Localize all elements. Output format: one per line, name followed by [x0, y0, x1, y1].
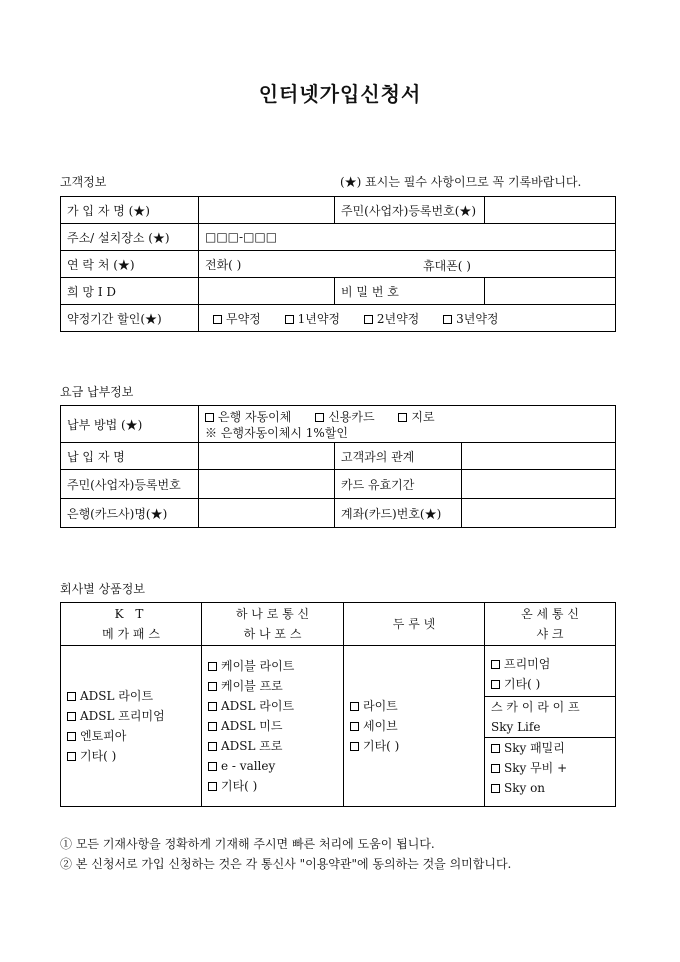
contract-option[interactable]: 3년약정 [443, 312, 498, 326]
kt-option[interactable]: ADSL 프리미엄 [67, 706, 195, 726]
checkbox[interactable] [205, 413, 214, 422]
kt-header: K T 메 가 패 스 [61, 603, 202, 646]
payer-id-field[interactable] [199, 470, 335, 499]
checkbox[interactable] [67, 712, 76, 721]
required-note: (★) 표시는 필수 사항이므로 꼭 기록바랍니다. [340, 175, 582, 189]
postal-code-boxes: □□□-□□□ [205, 230, 278, 244]
thrunet-option[interactable]: 라이트 [350, 696, 478, 716]
relation-label: 고객과의 관계 [335, 443, 462, 470]
onse-option[interactable]: 프리미엄 [491, 654, 609, 674]
password-field[interactable] [485, 278, 616, 305]
skylife-option[interactable]: Sky 무비 + [491, 758, 609, 778]
checkbox[interactable] [491, 784, 500, 793]
checkbox[interactable] [208, 722, 217, 731]
kt-option[interactable]: ADSL 라이트 [67, 686, 195, 706]
method-option[interactable]: 지로 [398, 410, 434, 424]
payment-method-options [199, 406, 616, 443]
checkbox[interactable] [398, 413, 407, 422]
checkbox[interactable] [350, 742, 359, 751]
skylife-header: 스 카 이 라 이 프 Sky Life [485, 696, 615, 738]
skylife-option[interactable]: Sky 패밀리 [491, 738, 609, 758]
footer-note-2: ② 본 신청서로 가입 신청하는 것은 각 통신사 "이용약관"에 동의하는 것을 의미합니다. [60, 857, 512, 871]
discount-note: ※ 은행자동이체시 1%할인 [205, 425, 348, 440]
contact-field[interactable] [199, 251, 616, 278]
bank-label: 은행(카드사)명(★) [61, 499, 199, 528]
products-table [60, 602, 616, 807]
id-number-label: 주민(사업자)등록번호(★) [335, 197, 485, 224]
card-expiry-field[interactable] [462, 470, 616, 499]
payer-field[interactable] [199, 443, 335, 470]
footer-notes [60, 834, 511, 874]
thrunet-option[interactable]: 세이브 [350, 716, 478, 736]
onse-option[interactable]: 기타( ) [491, 674, 609, 694]
password-label: 비 밀 번 호 [335, 278, 485, 305]
account-field[interactable] [462, 499, 616, 528]
method-option[interactable]: 은행 자동이체 [205, 410, 291, 424]
bank-field[interactable] [199, 499, 335, 528]
payer-id-label: 주민(사업자)등록번호 [61, 470, 199, 499]
kt-options [61, 646, 202, 807]
checkbox[interactable] [67, 752, 76, 761]
contract-label: 약정기간 할인(★) [61, 305, 199, 332]
mobile-label: 휴대폰( ) [423, 259, 471, 273]
checkbox[interactable] [208, 702, 217, 711]
checkbox[interactable] [491, 660, 500, 669]
checkbox[interactable] [208, 762, 217, 771]
kt-option[interactable]: 기타( ) [67, 746, 195, 766]
payer-label: 납 입 자 명 [61, 443, 199, 470]
kt-option[interactable]: 엔토피아 [67, 726, 195, 746]
checkbox[interactable] [491, 744, 500, 753]
contract-option[interactable]: 1년약정 [285, 312, 340, 326]
hanaro-option[interactable]: 케이블 프로 [208, 676, 337, 696]
contract-option[interactable]: 2년약정 [364, 312, 419, 326]
checkbox[interactable] [67, 732, 76, 741]
checkbox[interactable] [208, 662, 217, 671]
checkbox[interactable] [350, 702, 359, 711]
desired-id-field[interactable] [199, 278, 335, 305]
desired-id-label: 희 망 I D [61, 278, 199, 305]
checkbox[interactable] [285, 315, 294, 324]
hanaro-option[interactable]: 케이블 라이트 [208, 656, 337, 676]
footer-note-1: ① 모든 기재사항을 정확하게 기재해 주시면 빠른 처리에 도움이 됩니다. [60, 837, 435, 851]
contract-options [199, 305, 616, 332]
relation-field[interactable] [462, 443, 616, 470]
thrunet-option[interactable]: 기타( ) [350, 736, 478, 756]
checkbox[interactable] [491, 764, 500, 773]
account-label: 계좌(카드)번호(★) [335, 499, 462, 528]
checkbox[interactable] [491, 680, 500, 689]
onse-header: 온 세 통 신 샤 크 [485, 603, 616, 646]
checkbox[interactable] [350, 722, 359, 731]
contact-label: 연 락 처 (★) [61, 251, 199, 278]
card-expiry-label: 카드 유효기간 [335, 470, 462, 499]
checkbox[interactable] [213, 315, 222, 324]
checkbox[interactable] [208, 742, 217, 751]
payment-method-label: 납부 방법 (★) [61, 406, 199, 443]
contract-option[interactable]: 무약정 [213, 312, 261, 326]
address-field[interactable] [199, 224, 616, 251]
skylife-option[interactable]: Sky on [491, 778, 609, 798]
page-title: 인터넷가입신청서 [258, 82, 422, 106]
checkbox[interactable] [208, 682, 217, 691]
payment-table [60, 405, 616, 528]
onse-options [485, 646, 616, 807]
products-section-label: 회사별 상품정보 [60, 582, 145, 596]
hanaro-header: 하 나 로 통 신 하 나 포 스 [202, 603, 344, 646]
checkbox[interactable] [208, 782, 217, 791]
thrunet-options [344, 646, 485, 807]
phone-label: 전화( ) [205, 257, 242, 272]
name-field[interactable] [199, 197, 335, 224]
thrunet-header: 두 루 넷 [344, 603, 485, 646]
name-label: 가 입 자 명 (★) [61, 197, 199, 224]
customer-table [60, 196, 616, 332]
hanaro-options [202, 646, 344, 807]
checkbox[interactable] [443, 315, 452, 324]
hanaro-option[interactable]: 기타( ) [208, 776, 337, 796]
hanaro-option[interactable]: ADSL 미드 [208, 716, 337, 736]
hanaro-option[interactable]: ADSL 프로 [208, 736, 337, 756]
hanaro-option[interactable]: e - valley [208, 756, 337, 776]
customer-section-label: 고객정보 [60, 175, 107, 189]
address-label: 주소/ 설치장소 (★) [61, 224, 199, 251]
id-number-field[interactable] [485, 197, 616, 224]
method-option[interactable]: 신용카드 [315, 410, 374, 424]
checkbox[interactable] [67, 692, 76, 701]
payment-section-label: 요금 납부정보 [60, 385, 134, 399]
checkbox[interactable] [315, 413, 324, 422]
hanaro-option[interactable]: ADSL 라이트 [208, 696, 337, 716]
checkbox[interactable] [364, 315, 373, 324]
